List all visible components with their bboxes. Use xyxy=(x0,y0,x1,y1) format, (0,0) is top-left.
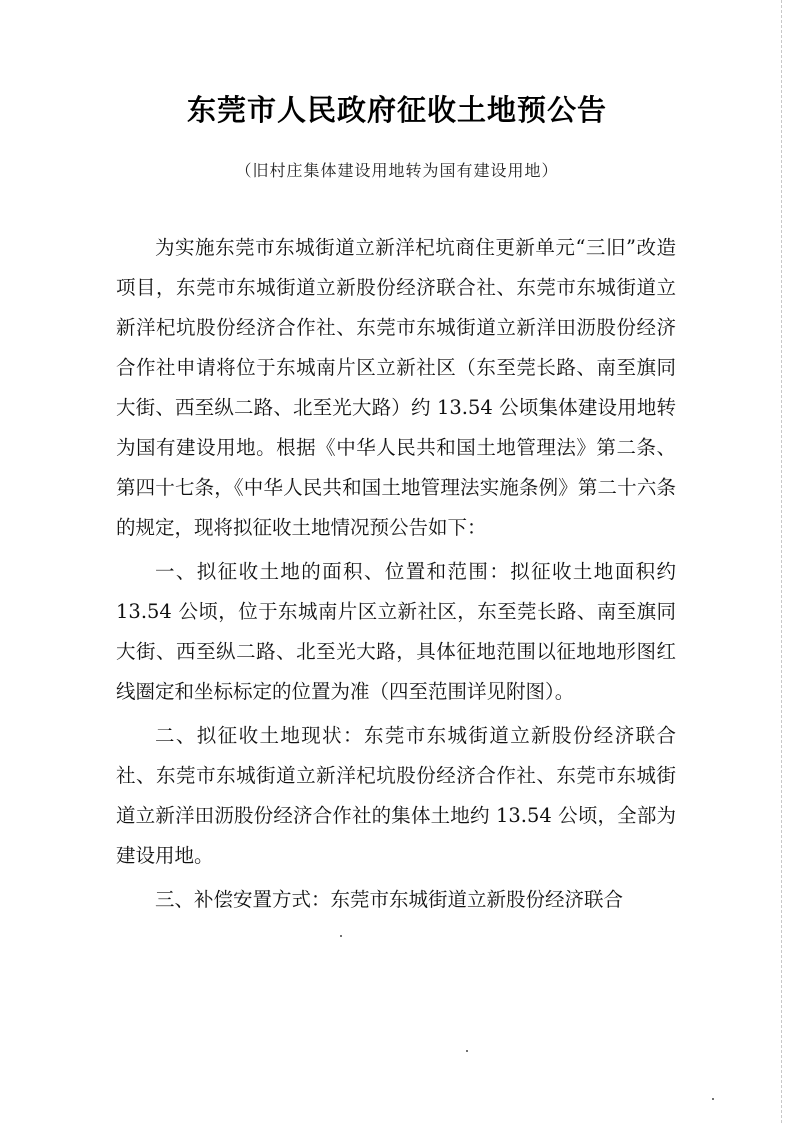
scan-speck xyxy=(712,1098,714,1100)
paragraph-section-3: 三、补偿安置方式：东莞市东城街道立新股份经济联合 xyxy=(155,888,624,911)
document-title: 东莞市人民政府征收土地预公告 xyxy=(186,93,607,127)
scan-speck xyxy=(466,1050,468,1052)
document-subtitle: （旧村庄集体建设用地转为国有建设用地） xyxy=(235,161,559,180)
paragraph-intro: 为实施东莞市东城街道立新洋杞坑商住更新单元“三旧”改造项目，东莞市东城街道立新股份经济联合社、东莞市东城街道立新洋杞坑股份经济合作社、东莞市东城街道立新洋田沥股份经济合作社申请将位于东城南片区立新社区（东至莞长路、南至旗同大街、西至纵二路、北至光大路）约 13.54 公顷集体建设用地转为国有建设用地。根据《中华人民共和国土地管理法》第二条、第四十七条，《中华人民共和国土地管理法实施条例》第二十六条的规定，现将拟征收土地情况预公告如下： xyxy=(116,236,676,539)
scan-speck xyxy=(340,935,342,937)
paragraph-section-2: 二、拟征收土地现状：东莞市东城街道立新股份经济联合社、东莞市东城街道立新洋杞坑股份经济合作社、东莞市东城街道立新洋田沥股份经济合作社的集体土地约 13.54 公顷，全部为建设用地。 xyxy=(116,724,676,867)
document-body xyxy=(116,228,676,924)
paragraph-section-1: 一、拟征收土地的面积、位置和范围：拟征收土地面积约 13.54 公顷，位于东城南片区立新社区，东至莞长路、南至旗同大街、西至纵二路、北至光大路，具体征地范围以征地地形图红线圈定和坐标标定的位置为准（四至范围详见附图）。 xyxy=(116,560,676,703)
